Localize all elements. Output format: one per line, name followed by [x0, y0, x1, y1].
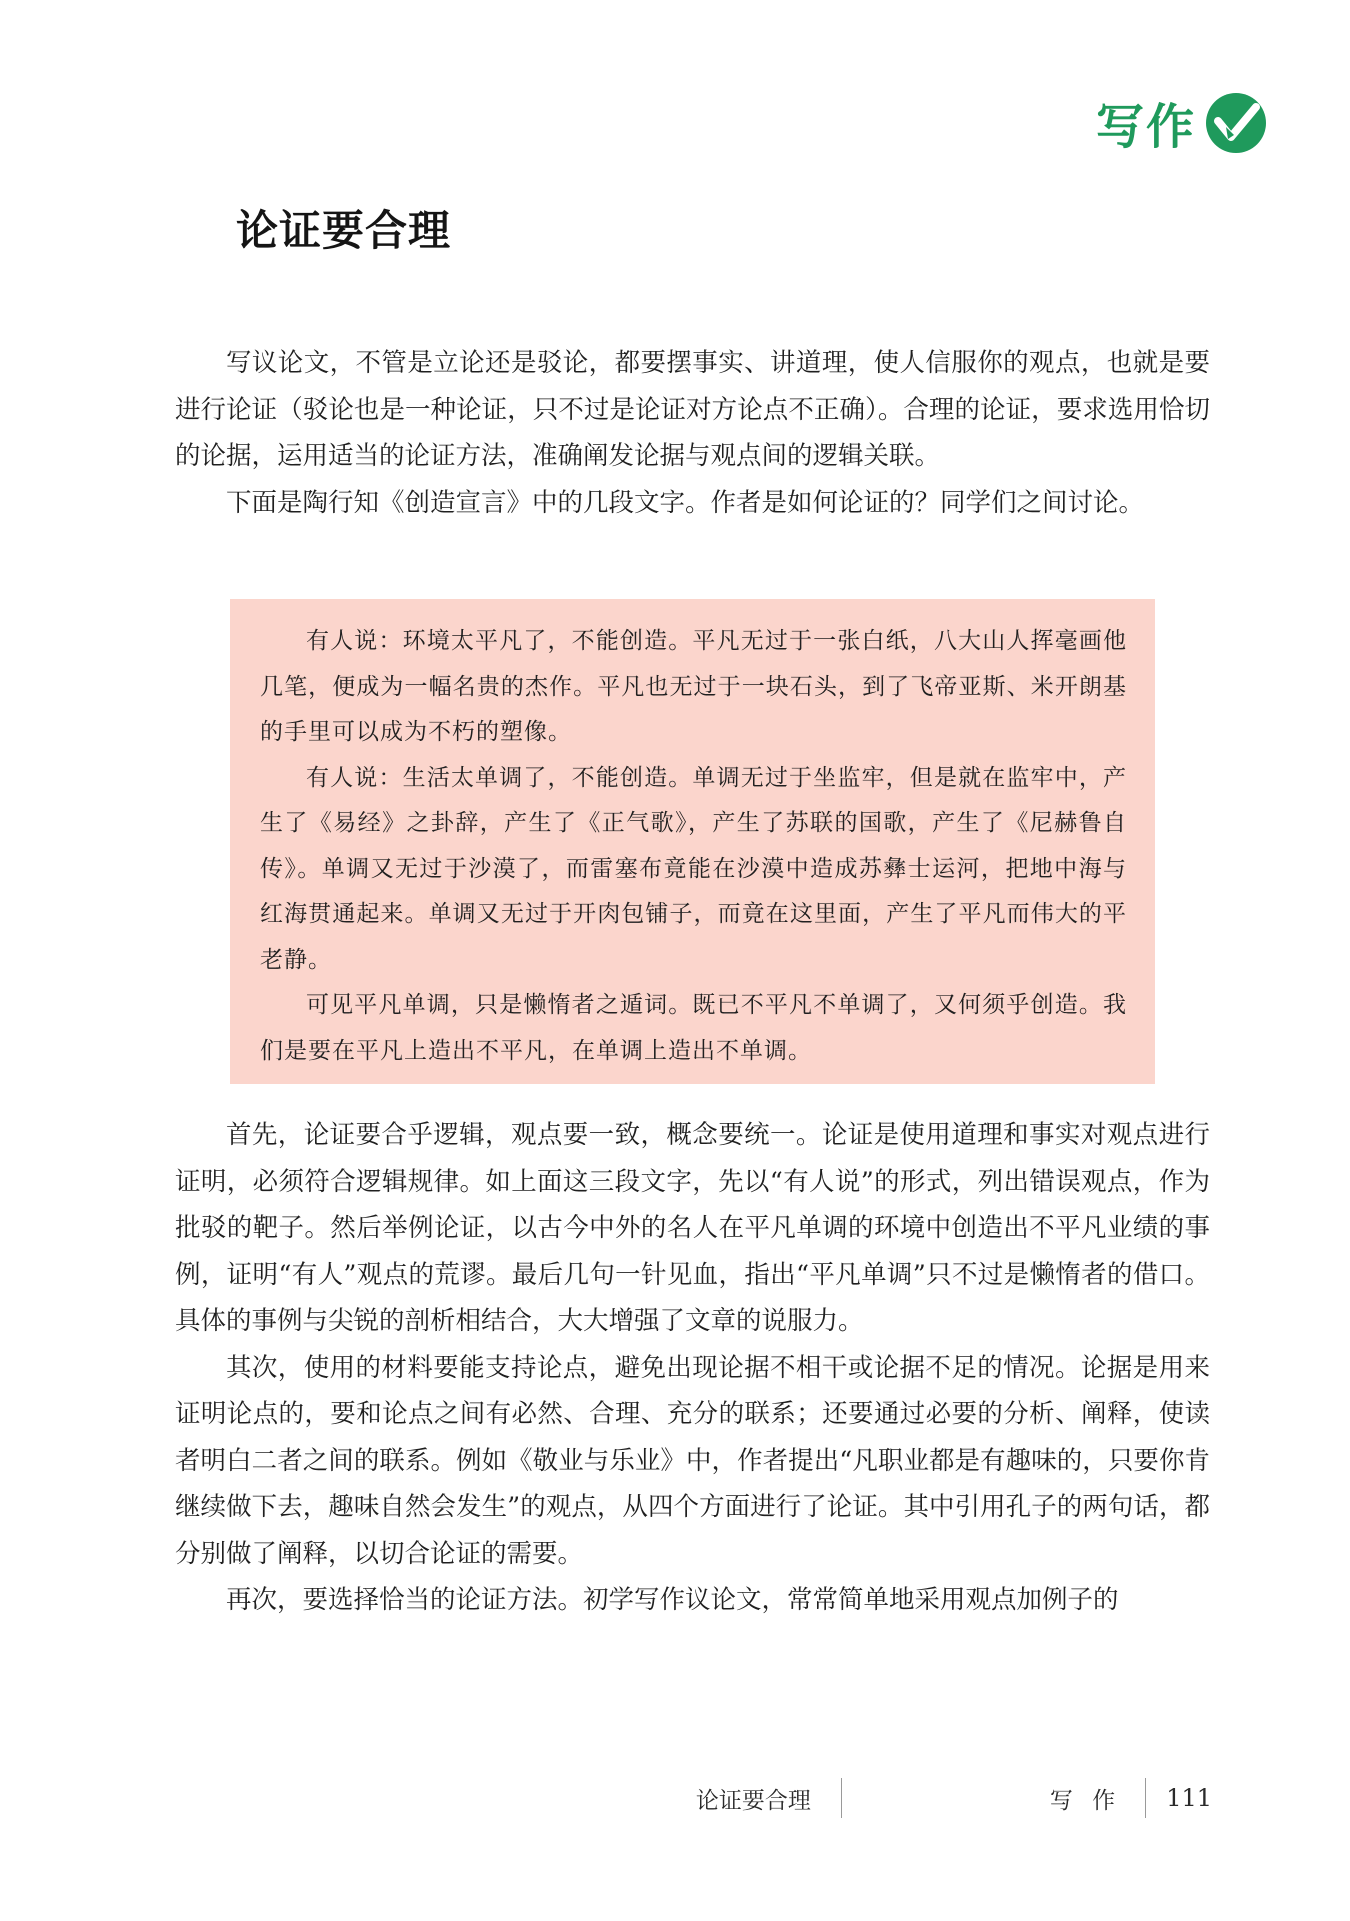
intro-paragraph: 下面是陶行知《创造宣言》中的几段文字。作者是如何论证的？同学们之间讨论。 [226, 487, 1145, 518]
footer-unit-label: 写 作 [1049, 1787, 1122, 1814]
analysis-paragraph: 其次，使用的材料要能支持论点，避免出现论据不相干或论据不足的情况。论据是用来证明论点的，要和论点之间有必然、合理、充分的联系；还要通过必要的分析、阐释，使读者明白二者之间的联系。例如《敬业与乐业》中，作者提出“凡职业都是有趣味的，只要你肯继续做下去，趣味自然会发生”的观点，从四个方面进行了论证。其中引用孔子的两句话，都分别做了阐释，以切合论证的需要。 [175, 1352, 1210, 1569]
quote-paragraph: 可见平凡单调，只是懒惰者之遁词。既已不平凡不单调了，又何须乎创造。我们是要在平凡上造出不平凡，在单调上造出不单调。 [260, 992, 1127, 1064]
intro-paragraph: 写议论文，不管是立论还是驳论，都要摆事实、讲道理，使人信服你的观点，也就是要进行论证（驳论也是一种论证，只不过是论证对方论点不正确）。合理的论证，要求选用恰切的论据，运用适当的论证方法，准确阐发论据与观点间的逻辑关联。 [175, 348, 1210, 471]
unit-header-badge [1096, 88, 1268, 157]
page-title: 论证要合理 [236, 206, 452, 255]
quote-paragraph: 有人说：环境太平凡了，不能创造。平凡无过于一张白纸，八大山人挥毫画他几笔，便成为一幅名贵的杰作。平凡也无过于一块石头，到了飞帝亚斯、米开朗基的手里可以成为不朽的塑像。 [260, 628, 1127, 745]
analysis-paragraph: 再次，要选择恰当的论证方法。初学写作议论文，常常简单地采用观点加例子的 [226, 1585, 1119, 1615]
check-pen-icon [1204, 91, 1268, 155]
unit-label: 写作 [1095, 99, 1196, 155]
page-number: 111 [1166, 1784, 1212, 1812]
intro-section [175, 340, 1210, 526]
quote-paragraph: 有人说：生活太单调了，不能创造。单调无过于坐监牢，但是就在监牢中，产生了《易经》之卦辞，产生了《正气歌》，产生了苏联的国歌，产生了《尼赫鲁自传》。单调又无过于沙漠了，而雷塞布竟能在沙漠中造成苏彝士运河，把地中海与红海贯通起来。单调又无过于开肉包铺子，而竟在这里面，产生了平凡而伟大的平老静。 [260, 764, 1127, 973]
analysis-paragraph: 首先，论证要合乎逻辑，观点要一致，概念要统一。论证是使用道理和事实对观点进行证明，必须符合逻辑规律。如上面这三段文字，先以“有人说”的形式，列出错误观点，作为批驳的靶子。然后举例论证，以古今中外的名人在平凡单调的环境中创造出不平凡业绩的事例，证明“有人”观点的荒谬。最后几句一针见血，指出“平凡单调”只不过是懒惰者的借口。具体的事例与尖锐的剖析相结合，大大增强了文章的说服力。 [175, 1120, 1210, 1336]
footer-chapter-title: 论证要合理 [695, 1787, 811, 1814]
quote-box [230, 599, 1155, 1084]
page-footer [696, 1778, 1212, 1818]
analysis-section [175, 1112, 1210, 1624]
